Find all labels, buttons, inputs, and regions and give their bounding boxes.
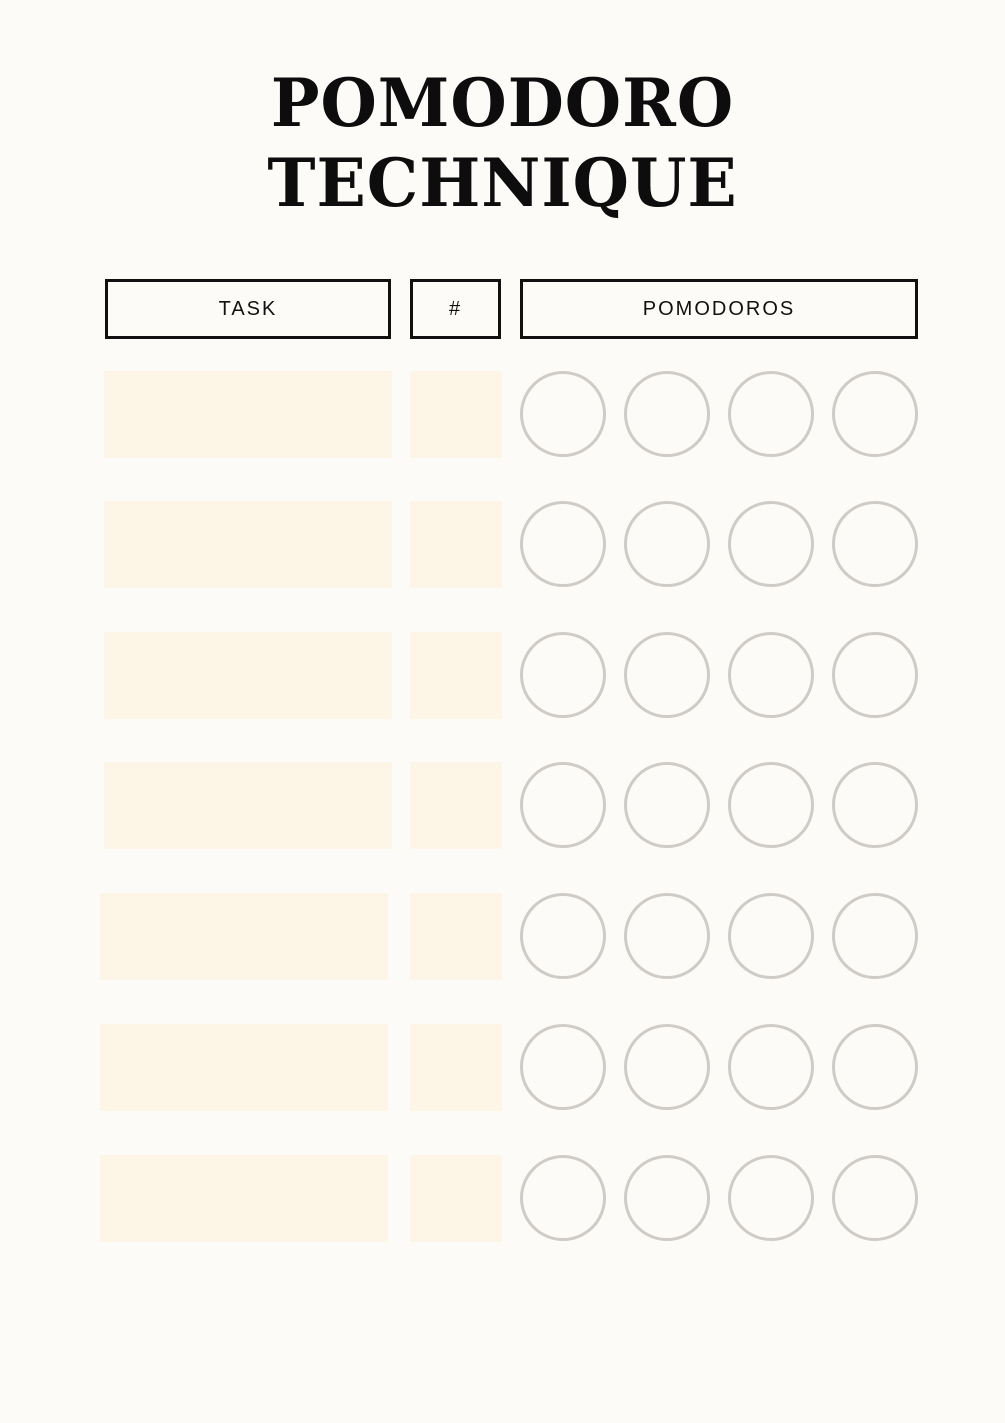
- pomodoro-circle[interactable]: [520, 632, 606, 718]
- page-title-line-1: POMODORO: [270, 64, 735, 142]
- pomodoro-circle[interactable]: [832, 501, 918, 587]
- number-cell[interactable]: [410, 1155, 502, 1242]
- pomodoro-circle[interactable]: [520, 1155, 606, 1241]
- pomodoro-circle[interactable]: [832, 762, 918, 848]
- pomodoro-circle[interactable]: [624, 632, 710, 718]
- task-cell[interactable]: [100, 893, 388, 980]
- pomodoro-circle[interactable]: [832, 632, 918, 718]
- task-cell[interactable]: [104, 501, 392, 588]
- pomodoro-circle[interactable]: [624, 371, 710, 457]
- pomodoro-circle[interactable]: [520, 762, 606, 848]
- pomodoro-circle[interactable]: [832, 1024, 918, 1110]
- task-cell[interactable]: [100, 1155, 388, 1242]
- pomodoro-circle[interactable]: [728, 632, 814, 718]
- pomodoro-circle[interactable]: [728, 893, 814, 979]
- number-cell[interactable]: [410, 632, 502, 719]
- pomodoro-circle[interactable]: [728, 501, 814, 587]
- pomodoro-circle[interactable]: [624, 893, 710, 979]
- pomodoro-circle[interactable]: [624, 1155, 710, 1241]
- pomodoro-circle[interactable]: [520, 893, 606, 979]
- pomodoro-circle[interactable]: [832, 893, 918, 979]
- pomodoro-circle[interactable]: [624, 1024, 710, 1110]
- task-cell[interactable]: [100, 1024, 388, 1111]
- pomodoro-circle[interactable]: [520, 1024, 606, 1110]
- task-cell[interactable]: [104, 371, 392, 458]
- number-cell[interactable]: [410, 371, 502, 458]
- pomodoro-circle[interactable]: [728, 1024, 814, 1110]
- task-column-header: TASK: [105, 279, 391, 339]
- pomodoros-column-header: POMODOROS: [520, 279, 918, 339]
- pomodoro-circle[interactable]: [520, 501, 606, 587]
- task-cell[interactable]: [104, 632, 392, 719]
- pomodoro-circle[interactable]: [728, 371, 814, 457]
- number-cell[interactable]: [410, 893, 502, 980]
- task-cell[interactable]: [104, 762, 392, 849]
- pomodoro-circle[interactable]: [728, 762, 814, 848]
- pomodoro-circle[interactable]: [832, 371, 918, 457]
- pomodoro-circle[interactable]: [624, 762, 710, 848]
- number-column-header: #: [410, 279, 501, 339]
- page-title-line-2: TECHNIQUE: [267, 144, 738, 222]
- pomodoro-circle[interactable]: [520, 371, 606, 457]
- number-cell[interactable]: [410, 762, 502, 849]
- pomodoro-circle[interactable]: [624, 501, 710, 587]
- pomodoro-circle[interactable]: [832, 1155, 918, 1241]
- number-cell[interactable]: [410, 1024, 502, 1111]
- pomodoro-circle[interactable]: [728, 1155, 814, 1241]
- number-cell[interactable]: [410, 501, 502, 588]
